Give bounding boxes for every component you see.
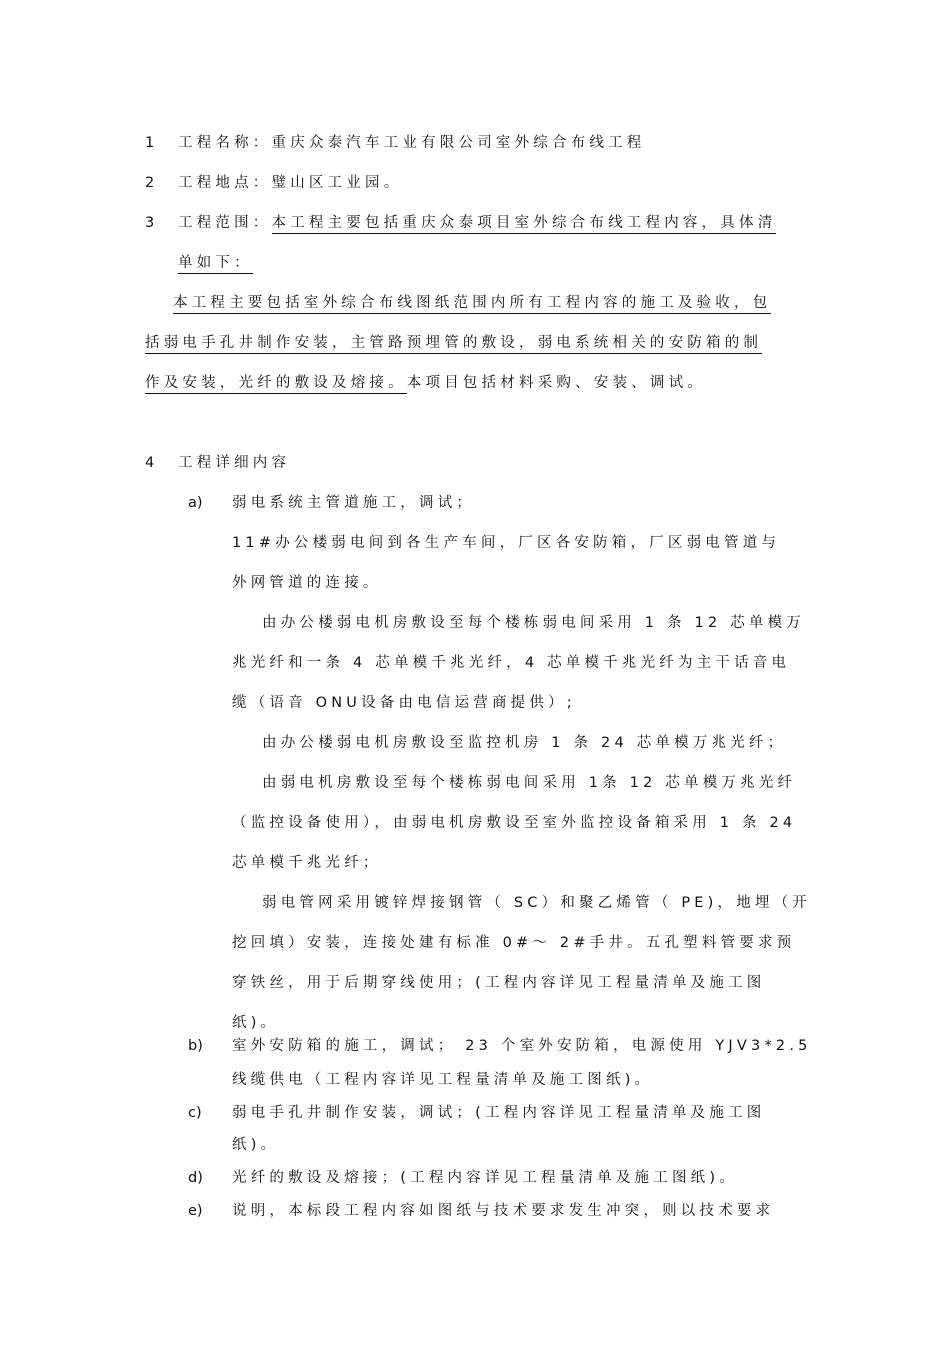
sub-item-line: （监控设备使用），由弱电机房敷设至室外监控设备箱采用 1 条 24 — [232, 815, 797, 831]
sub-item-line: 弱电管网采用镀锌焊接钢管（ SC）和聚乙烯管（ PE)，地埋（开 — [262, 895, 812, 911]
project-scope-label: 工程范围： — [178, 215, 272, 231]
item-number: 2 — [145, 175, 155, 191]
sub-item-line: 纸)。 — [232, 1015, 280, 1031]
sub-item-label: c) — [188, 1105, 202, 1121]
item-number: 1 — [145, 135, 155, 151]
sub-item-line: 纸)。 — [232, 1137, 280, 1153]
sub-item-label: e) — [188, 1203, 203, 1219]
sub-item-line: 由办公楼弱电机房敷设至每个楼栋弱电间采用 1 条 12 芯单模万 — [262, 615, 806, 631]
sub-item-line: 说明，本标段工程内容如图纸与技术要求发生冲突，则以技术要求 — [232, 1203, 775, 1219]
sub-item-line: 11#办公楼弱电间到各生产车间，厂区各安防箱，厂区弱电管道与 — [232, 535, 781, 551]
sub-item-title: 弱电系统主管道施工，调试； — [232, 495, 476, 511]
project-location-label: 工程地点： — [178, 175, 272, 191]
section-title: 工程详细内容 — [178, 455, 291, 471]
sub-item-line: 穿铁丝，用于后期穿线使用；(工程内容详见工程量清单及施工图 — [232, 975, 766, 991]
project-name-value: 重庆众泰汽车工业有限公司室外综合布线工程 — [271, 135, 646, 151]
project-name-label: 工程名称： — [178, 135, 272, 151]
sub-item-line: 室外安防箱的施工，调试； 23 个室外安防箱，电源使用 YJV3*2.5 — [232, 1038, 812, 1054]
section-number: 4 — [145, 455, 155, 471]
scope-paragraph-line: 本工程主要包括室外综合布线图纸范围内所有工程内容的施工及验收，包 — [173, 293, 771, 313]
sub-item-line: 由办公楼弱电机房敷设至监控机房 1 条 24 芯单模万兆光纤； — [262, 735, 787, 751]
sub-item-line: 挖回填）安装，连接处建有标准 0#～ 2#手井。五孔塑料管要求预 — [232, 935, 796, 951]
project-name-line — [178, 133, 646, 153]
sub-item-line: 外网管道的连接。 — [232, 575, 382, 591]
item-number: 3 — [145, 215, 155, 231]
sub-item-line: 芯单模千兆光纤； — [232, 855, 382, 871]
scope-paragraph-line: 括弱电手孔井制作安装，主管路预埋管的敷设，弱电系统相关的安防箱的制 — [145, 333, 762, 353]
sub-item-label: d) — [188, 1170, 203, 1186]
sub-item-line: 兆光纤和一条 4 芯单模千兆光纤，4 芯单模千兆光纤为主干话音电 — [232, 655, 791, 671]
scope-paragraph-line: 作及安装，光纤的敷设及熔接。本项目包括材料采购、安装、调试。 — [145, 373, 706, 393]
scope-tail: 本项目包括材料采购、安装、调试。 — [406, 375, 707, 391]
sub-item-line: 线缆供电（工程内容详见工程量清单及施工图纸)。 — [232, 1072, 654, 1088]
project-location-line — [178, 173, 402, 193]
sub-item-line: 弱电手孔井制作安装，调试；(工程内容详见工程量清单及施工图 — [232, 1105, 766, 1121]
project-scope-line — [178, 213, 776, 233]
sub-item-label: b) — [188, 1038, 203, 1054]
sub-item-label: a) — [188, 495, 203, 511]
sub-item-line: 光纤的敷设及熔接；(工程内容详见工程量清单及施工图纸)。 — [232, 1170, 738, 1186]
sub-item-line: 由弱电机房敷设至每个楼栋弱电间采用 1条 12 芯单模万兆光纤 — [262, 775, 797, 791]
project-scope-text: 本工程主要包括重庆众泰项目室外综合布线工程内容，具体清 — [272, 215, 777, 234]
project-scope-line-2 — [178, 253, 253, 273]
project-scope-text: 单如下： — [178, 255, 253, 274]
sub-item-line: 缆（语音 ONU设备由电信运营商提供）; — [232, 695, 576, 711]
project-location-value: 璧山区工业园。 — [271, 175, 403, 191]
